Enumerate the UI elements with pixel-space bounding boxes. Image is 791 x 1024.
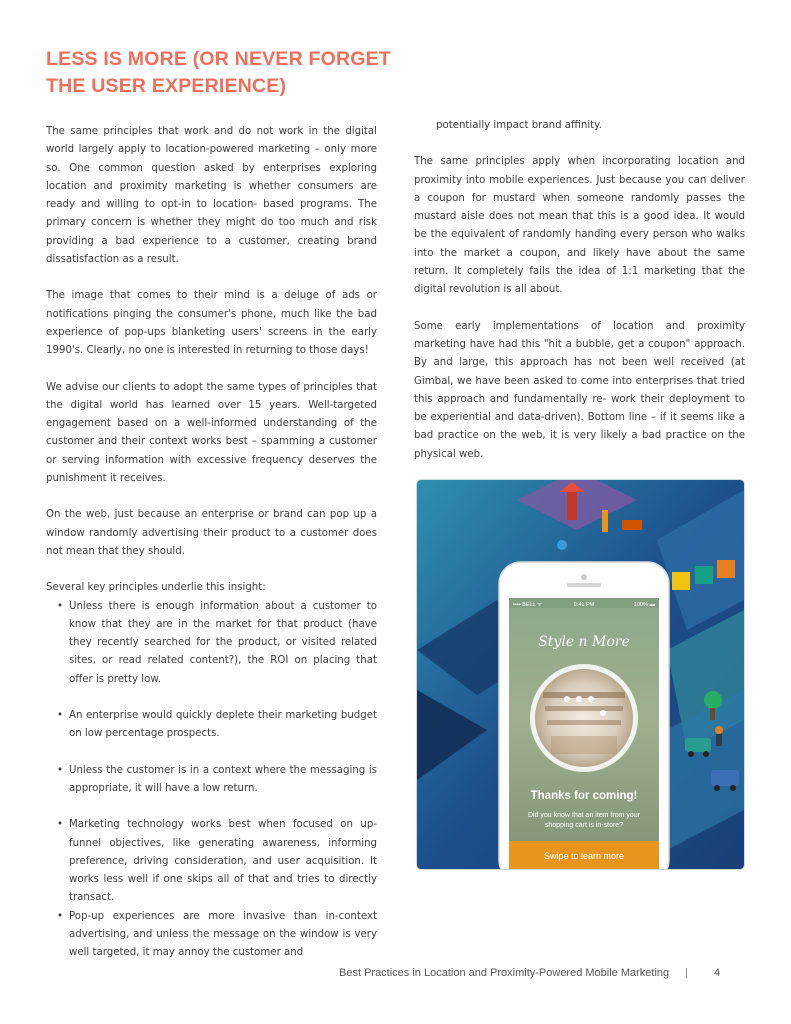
notification-title: Thanks for coming! bbox=[530, 790, 638, 802]
list-item: • An enterprise would quickly deplete their marketing budget on low percentage prospects. bbox=[46, 707, 377, 744]
left-column bbox=[46, 123, 377, 963]
store-name: Style n More bbox=[538, 634, 630, 650]
paragraph: On the web, just because an enterprise or brand can pop up a window randomly advertising their product to a customer does not mean that they should. bbox=[46, 509, 377, 557]
list-item: • Unless there is enough information about a customer to know that they are in the market for that product (have they recently searched for the product, or visited related sites, or read related content?), the ROI on placing that offer is pretty low. bbox=[46, 598, 377, 689]
list-item: • Marketing technology works best when focused on up-funnel objectives, like generating awareness, informing preference, driving consideration, and user acquisition. It works less well if one skips all of that and tries to directly transact. bbox=[46, 816, 377, 907]
status-bar-left: •••• BELL ᯤ bbox=[513, 602, 543, 608]
paragraph: The image that comes to their mind is a deluge of ads or notifications pinging the consumer's phone, much like the bad experience of pop-ups blanketing users' screens in the early 1990's. Clearly, no one is interested in returning to those days! bbox=[46, 290, 377, 357]
swipe-button-label[interactable]: Swipe to learn more bbox=[543, 851, 625, 861]
notification-message-line-2: shopping cart is in-store? bbox=[544, 822, 624, 829]
paragraph: Several key principles underlie this insight: bbox=[46, 582, 266, 594]
page-footer bbox=[339, 967, 720, 979]
heading-line-1: LESS IS MORE (OR NEVER FORGET bbox=[46, 48, 391, 70]
page-heading bbox=[46, 46, 416, 100]
status-bar-time: 9:41 PM bbox=[573, 602, 595, 608]
store-scene-graphic bbox=[417, 480, 744, 869]
paragraph: The same principles that work and do not work in the digital world largely apply to location-powered marketing – only more so. One common question asked by enterprises exploring location and proximity marketing is whether consumers are ready and willing to opt-in to location- based programs. The primary concern is whether they might do too much and risk providing a bad experience to a customer, creating brand dissatisfaction as a result. bbox=[46, 126, 377, 266]
paragraph: We advise our clients to adopt the same types of principles that the digital world has learned over 15 years. Well-targeted engagement based on a well-informed understanding of the customer and their context works best – spamming a customer or serving information with excessive frequency deserves the punishment it receives. bbox=[46, 381, 377, 485]
right-column bbox=[414, 117, 745, 482]
paragraph: Some early implementations of location and proximity marketing have had this "hit a bubble, get a coupon" approach. By and large, this approach has not been well received (at Gimbal, we have been asked to come into enterprises that tried this approach and fundamentally re- work their deployment to be experiential and data-driven). Bottom line – if it seems like a bad practice on the web, it is very likely a bad practice on the physical web. bbox=[414, 320, 745, 460]
list-item: • Pop-up experiences are more invasive than in-context advertising, and unless the message on the window is very well targeted, it may annoy the customer and bbox=[46, 908, 377, 963]
paragraph: The same principles apply when incorporating location and proximity into mobile experiences. Just because you can deliver a coupon for mustard when someone randomly passes the mustard aisle does not mean that this is a good idea. It would be the equivalent of randomly handing every person who walks into the market a coupon, and likely have about the same return. It completely fails the idea of 1:1 marketing that the digital revolution is all about. bbox=[414, 156, 745, 296]
notification-message-line-1: Did you know that an item from your bbox=[527, 812, 641, 819]
footer-title: Best Practices in Location and Proximity-Powered Mobile Marketing bbox=[339, 967, 670, 979]
status-bar-right: 100% ▬ bbox=[633, 602, 655, 608]
paragraph-continuation: potentially impact brand affinity. bbox=[436, 120, 602, 131]
list-item: • Unless the customer is in a context where the messaging is appropriate, it will have a low return. bbox=[46, 762, 377, 799]
heading-line-2: THE USER EXPERIENCE) bbox=[46, 75, 287, 97]
footer-separator: | bbox=[685, 967, 689, 979]
page-number: 4 bbox=[714, 967, 721, 979]
principles-list bbox=[46, 598, 377, 963]
phone-illustration bbox=[416, 479, 745, 870]
